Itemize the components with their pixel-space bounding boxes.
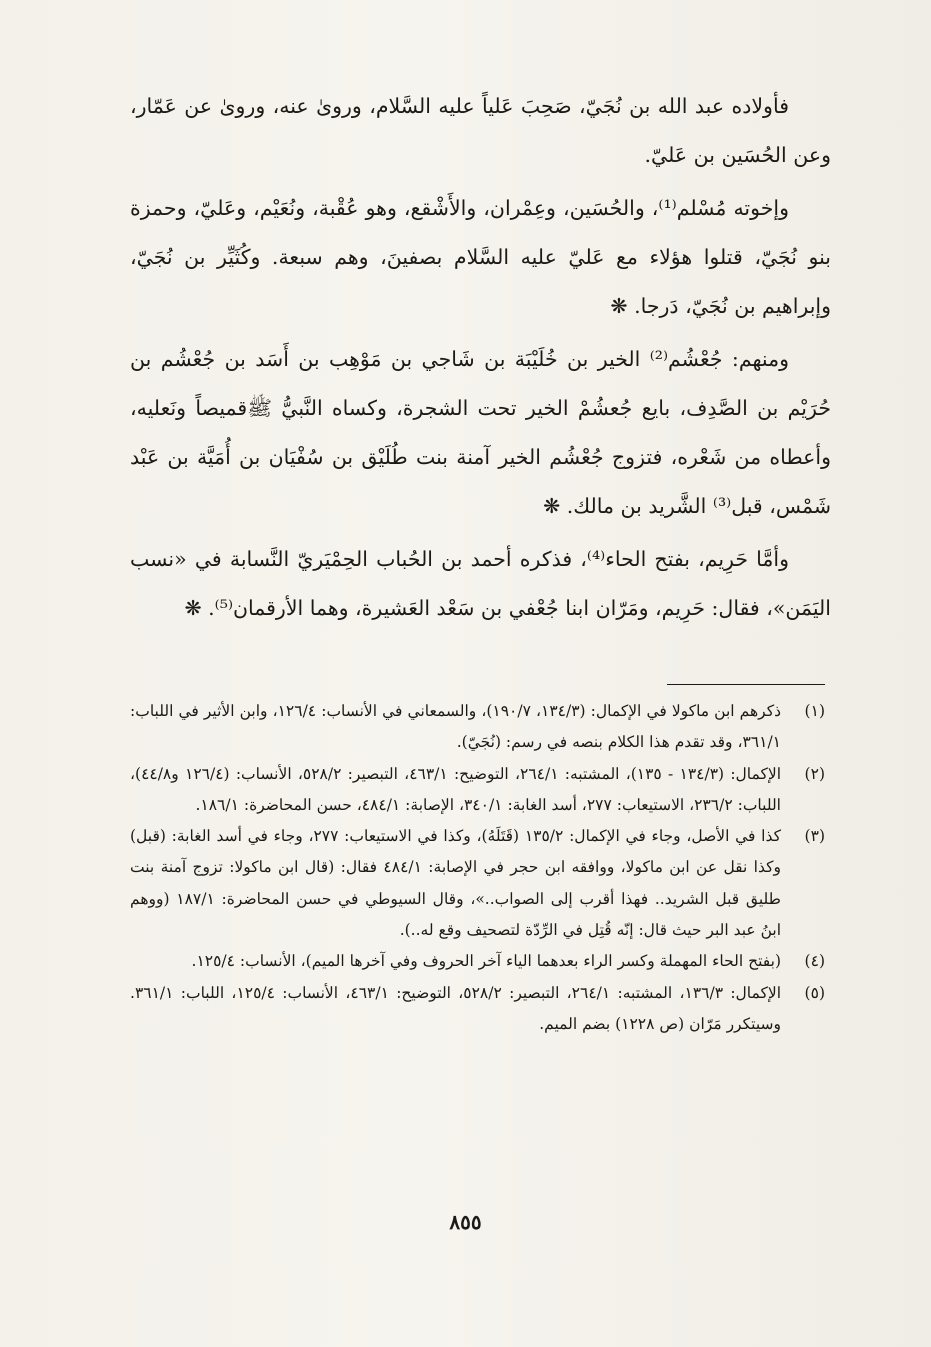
footnote-number: (١) (804, 702, 825, 720)
footnote (130, 696, 825, 759)
footnote (130, 946, 825, 977)
paragraph: وإخوته مُسْلم⁽¹⁾، والحُسَين، وعِمْران، والأَشْقع، وهو عُقْبة، ونُعَيْم، وعَليّ، وحمزة بنو نُجَيّ، قتلوا هؤلاء مع عَليّ عليه السَّلام بصفينَ، وهم سبعة. وكُثَيِّر بن نُجَيّ، وإبراهيم بن نُجَيّ، دَرجا. ❋ (130, 196, 831, 318)
footnote (130, 978, 825, 1041)
footnote-text: الإكمال: (١٣٤/٣ - ١٣٥)، المشتبه: ٢٦٤/١، التوضيح: ٤٦٣/١، التبصير: ٥٢٨/٢، الأنساب: (١٢٦/٤ و٤٤/٨)، اللباب: ٢٣٦/٢، الاستيعاب: ٢٧٧، أسد الغابة: ٣٤٠/١، الإصابة: ٤٨٤/١، حسن المحاضرة: ١٨٦/١. (130, 764, 782, 814)
paragraph: وأمَّا حَرِيم، بفتح الحاء⁽⁴⁾، فذكره أحمد بن الحُباب الحِمْيَريّ النَّسابة في «نسب اليَمَن»، فقال: حَرِيم، ومَرّان ابنا جُعْفي بن سَعْد العَشيرة، وهما الأرقمان⁽⁵⁾. ❋ (130, 547, 831, 620)
footnote (130, 821, 825, 946)
footnotes (130, 696, 825, 1040)
page-number: ٨٥٥ (449, 1210, 482, 1234)
paragraph: ومنهم: جُعْشُم⁽²⁾ الخير بن خُلَيْبَة بن شَاجي بن مَوْهِب بن أَسَد بن جُعْشُم بن حُرَيْم بن الصَّدِف، بايع جُعشُمْ الخير تحت الشجرة، وكساه النَّبيُّ ﷺقميصاً ونَعليه، وأعطاه من شَعْره، فتزوج جُعْشُم الخير آمنة بنت طُلَيْق بن سُفْيَان بن أُمَيَّة بن عَبْد شَمْس، قبل⁽³⁾ الشَّريد بن مالك. ❋ (130, 347, 831, 518)
main-text (130, 82, 831, 637)
footnote-text: ذكرهم ابن ماكولا في الإكمال: (١٣٤/٣، ١٩٠/٧)، والسمعاني في الأنساب: ١٢٦/٤، وابن الأثير في اللباب: ٣٦١/١، وقد تقدم هذا الكلام بنصه في رسم: (نُجَيّ). (130, 702, 781, 752)
footnote-number: (٢) (804, 764, 825, 783)
footnote-text: كذا في الأصل، وجاء في الإكمال: ١٣٥/٢ (قَتَلَهُ)، وكذا في الاستيعاب: ٢٧٧، وجاء في أسد الغابة: (قبل) وكذا نقل عن ابن ماكولا، ووافقه ابن حجر في الإصابة: ٤٨٤/١ فقال: (قال ابن ماكولا: تزوج آمنة بنت طليق قبل الشريد.. فهذا أقرب إلى الصواب..»، وقال السيوطي في حسن المحاضرة: ١٨٧/١ (ووهم ابنُ عبد البر حيث قال: إنّه قُتِل في الرِّدّة لتصحيف وقع له..). (130, 827, 781, 940)
footnote-number: (٤) (804, 952, 825, 971)
footnote-text: (بفتح الحاء المهملة وكسر الراء بعدهما الياء آخر الحروف وفي آخرها الميم)، الأنساب: ١٢٥/٤. (191, 952, 781, 971)
footnote-number: (٣) (804, 827, 825, 846)
paragraph: فأولاده عبد الله بن نُجَيّ، صَحِبَ عَلياً عليه السَّلام، وروىٰ عنه، وروىٰ عن عَمّار، وعن الحُسَين بن عَليّ. (130, 94, 831, 167)
footnote-text: الإكمال: ١٣٦/٣، المشتبه: ٢٦٤/١، التبصير: ٥٢٨/٢، التوضيح: ٤٦٣/١، الأنساب: ١٢٥/٤، اللباب: ٣٦١/١. وسيتكرر مَرّان (ص ١٢٢٨) بضم الميم. (130, 983, 782, 1033)
footnote-separator (667, 684, 825, 685)
footnote (130, 759, 825, 822)
footnote-number: (٥) (804, 983, 825, 1002)
